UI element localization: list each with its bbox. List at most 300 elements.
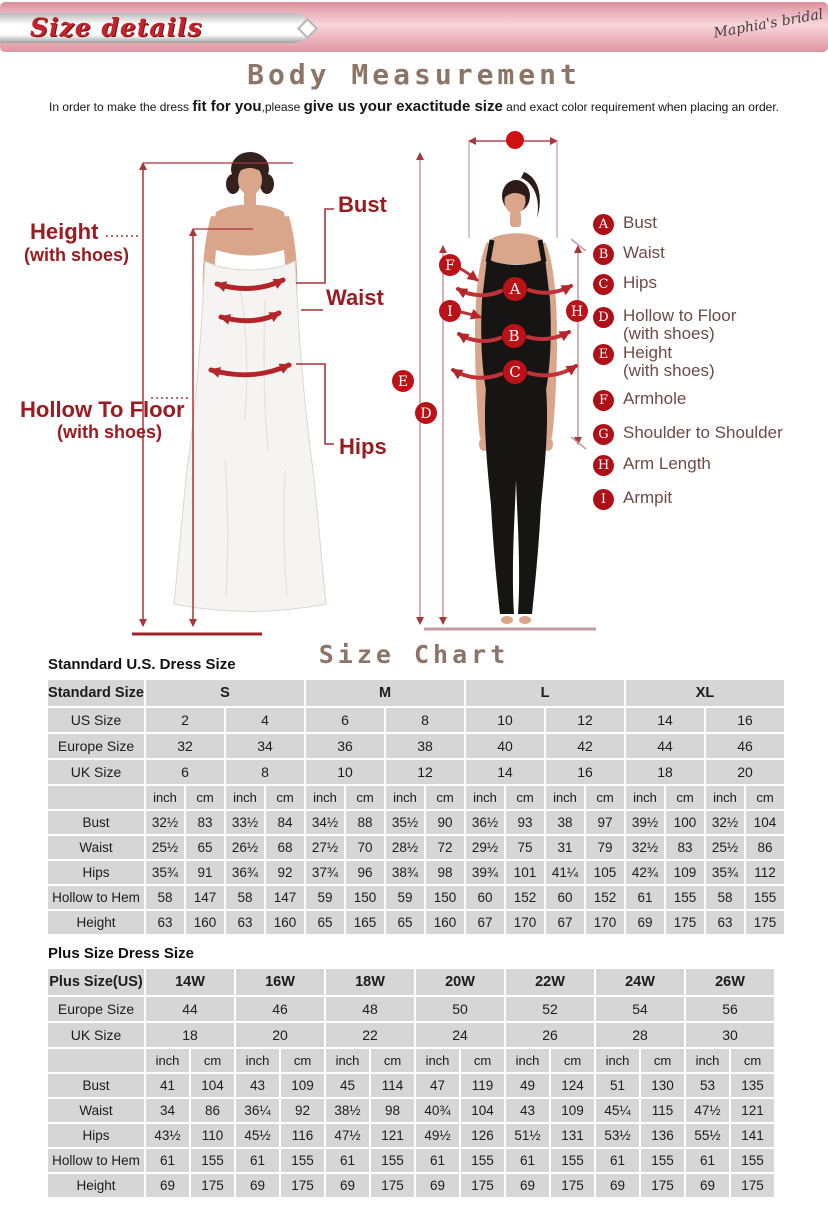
measure-value: 43 (236, 1074, 279, 1097)
size-value: 10 (466, 708, 544, 732)
measure-value: 152 (506, 886, 544, 909)
measure-row-label: Hollow to Hem (48, 1149, 144, 1172)
measure-row-label: Waist (48, 1099, 144, 1122)
size-value: 20 (706, 760, 784, 784)
measure-value: 37¾ (306, 861, 344, 884)
intro-part2: ,please (261, 100, 304, 114)
measure-value: 84 (266, 811, 304, 834)
svg-text:H: H (570, 304, 584, 320)
measure-row-label: Height (48, 911, 144, 934)
size-value: 30 (686, 1023, 774, 1047)
measure-value: 155 (281, 1149, 324, 1172)
measurement-figures-graphic (0, 120, 828, 645)
unit-label: cm (191, 1049, 234, 1072)
legend-item-bust (593, 214, 657, 235)
measure-value: 33½ (226, 811, 264, 834)
size-value: 8 (386, 708, 464, 732)
measure-value: 34 (146, 1099, 189, 1122)
legend-item-height (593, 344, 715, 380)
measure-value: 121 (371, 1124, 414, 1147)
hollow-sub-label: (with shoes) (57, 422, 163, 442)
legend-key-badge: E (593, 344, 614, 365)
legend-key-badge: C (593, 274, 614, 295)
measure-value: 126 (461, 1124, 504, 1147)
measure-value: 58 (226, 886, 264, 909)
measure-value: 41 (146, 1074, 189, 1097)
svg-text:E: E (397, 374, 409, 390)
unit-label: inch (146, 786, 184, 809)
measure-value: 160 (426, 911, 464, 934)
measure-value: 61 (236, 1149, 279, 1172)
measure-value: 155 (641, 1149, 684, 1172)
measure-value: 67 (466, 911, 504, 934)
svg-text:B: B (508, 327, 520, 345)
measure-value: 63 (706, 911, 744, 934)
size-value: 20 (236, 1023, 324, 1047)
size-value: 18 (146, 1023, 234, 1047)
measure-value: 25½ (146, 836, 184, 859)
measure-value: 155 (191, 1149, 234, 1172)
size-value: 46 (236, 997, 324, 1021)
measure-value: 41¼ (546, 861, 584, 884)
unit-label: cm (371, 1049, 414, 1072)
size-value: 52 (506, 997, 594, 1021)
measure-value: 141 (731, 1124, 774, 1147)
measure-value: 32½ (146, 811, 184, 834)
measure-value: 69 (326, 1174, 369, 1197)
measure-value: 38½ (326, 1099, 369, 1122)
size-group-header: M (306, 680, 464, 706)
measure-value: 61 (326, 1149, 369, 1172)
measure-value: 61 (686, 1149, 729, 1172)
size-group-header: S (146, 680, 304, 706)
unit-label: inch (506, 1049, 549, 1072)
size-value: 6 (306, 708, 384, 732)
size-row-label: US Size (48, 708, 144, 732)
svg-text:I: I (447, 304, 453, 320)
size-value: 34 (226, 734, 304, 758)
measure-value: 55½ (686, 1124, 729, 1147)
measure-value: 130 (641, 1074, 684, 1097)
unit-label: cm (266, 786, 304, 809)
measure-value: 121 (731, 1099, 774, 1122)
size-value: 16 (546, 760, 624, 784)
measure-value: 69 (626, 911, 664, 934)
measure-value: 83 (186, 811, 224, 834)
size-group-header: 24W (596, 969, 684, 995)
size-value: 16 (706, 708, 784, 732)
size-value: 36 (306, 734, 384, 758)
legend-label-main: Height (623, 343, 673, 362)
measure-value: 36¼ (236, 1099, 279, 1122)
size-row-label: Europe Size (48, 997, 144, 1021)
measure-value: 58 (146, 886, 184, 909)
table-plus (46, 967, 776, 1199)
size-group-header: 20W (416, 969, 504, 995)
unit-label: cm (666, 786, 704, 809)
intro-bold2: give us your exactitude size (303, 98, 503, 115)
legend-label (623, 307, 736, 343)
intro-part1: In order to make the dress (48, 100, 193, 114)
unit-label: inch (546, 786, 584, 809)
measure-value: 61 (626, 886, 664, 909)
measure-value: 67 (546, 911, 584, 934)
legend-label: Bust (623, 213, 658, 232)
size-value: 2 (146, 708, 224, 732)
measure-value: 101 (506, 861, 544, 884)
measure-value: 136 (641, 1124, 684, 1147)
measure-value: 68 (266, 836, 304, 859)
measure-value: 47½ (326, 1124, 369, 1147)
measure-value: 150 (346, 886, 384, 909)
size-value: 6 (146, 760, 224, 784)
waist-label: Waist (326, 285, 384, 310)
measure-value: 29½ (466, 836, 504, 859)
measure-value: 45½ (236, 1124, 279, 1147)
measure-value: 35¾ (706, 861, 744, 884)
measure-value: 26½ (226, 836, 264, 859)
measure-value: 27½ (306, 836, 344, 859)
measure-value: 45¼ (596, 1099, 639, 1122)
measure-value: 75 (506, 836, 544, 859)
unit-label: inch (236, 1049, 279, 1072)
measure-value: 104 (461, 1099, 504, 1122)
measure-value: 49 (506, 1074, 549, 1097)
measure-value: 83 (666, 836, 704, 859)
measure-value: 152 (586, 886, 624, 909)
measure-value: 92 (266, 861, 304, 884)
measure-value: 109 (551, 1099, 594, 1122)
legend-key-badge: I (593, 489, 614, 510)
measure-value: 147 (266, 886, 304, 909)
size-group-header: XL (626, 680, 784, 706)
measure-value: 61 (146, 1149, 189, 1172)
size-row-label: UK Size (48, 1023, 144, 1047)
brand-signature: Maphia's bridal (712, 6, 825, 42)
unit-label: inch (466, 786, 504, 809)
size-value: 42 (546, 734, 624, 758)
measure-value: 96 (346, 861, 384, 884)
unit-label: cm (586, 786, 624, 809)
measure-value: 100 (666, 811, 704, 834)
plus-size-section (46, 945, 790, 1199)
unit-label: inch (386, 786, 424, 809)
measure-value: 61 (596, 1149, 639, 1172)
size-value: 54 (596, 997, 684, 1021)
measure-value: 49½ (416, 1124, 459, 1147)
size-value: 18 (626, 760, 704, 784)
measure-value: 34½ (306, 811, 344, 834)
size-value: 38 (386, 734, 464, 758)
measure-value: 104 (746, 811, 784, 834)
measure-value: 91 (186, 861, 224, 884)
unit-label: inch (146, 1049, 189, 1072)
bust-label: Bust (338, 192, 387, 217)
measure-value: 109 (666, 861, 704, 884)
measure-row-label: Height (48, 1174, 144, 1197)
measure-value: 60 (546, 886, 584, 909)
measure-value: 38¾ (386, 861, 424, 884)
unit-label: inch (706, 786, 744, 809)
unit-label: cm (346, 786, 384, 809)
size-value: 12 (546, 708, 624, 732)
measure-value: 72 (426, 836, 464, 859)
legend-item-arm-length (593, 455, 711, 476)
measure-value: 112 (746, 861, 784, 884)
measure-value: 155 (551, 1149, 594, 1172)
legend-label-sub: (with shoes) (623, 361, 715, 380)
size-value: 48 (326, 997, 414, 1021)
size-value: 12 (386, 760, 464, 784)
measure-row-label: Bust (48, 811, 144, 834)
intro-bold1: fit for you (192, 98, 262, 115)
measure-value: 135 (731, 1074, 774, 1097)
measure-value: 65 (386, 911, 424, 934)
measure-value: 69 (686, 1174, 729, 1197)
size-value: 28 (596, 1023, 684, 1047)
measure-value: 36¾ (226, 861, 264, 884)
measure-value: 124 (551, 1074, 594, 1097)
measure-value: 51½ (506, 1124, 549, 1147)
measure-value: 155 (461, 1149, 504, 1172)
standard-size-table (46, 678, 790, 936)
right-figure (392, 131, 596, 629)
unit-label: cm (506, 786, 544, 809)
measure-value: 43½ (146, 1124, 189, 1147)
measure-value: 150 (426, 886, 464, 909)
size-value: 56 (686, 997, 774, 1021)
table-standard (46, 678, 786, 936)
measure-value: 90 (426, 811, 464, 834)
measure-value: 63 (146, 911, 184, 934)
legend-label: Armpit (623, 488, 673, 507)
measure-value: 47 (416, 1074, 459, 1097)
unit-row-spacer (48, 786, 144, 809)
measure-value: 36½ (466, 811, 504, 834)
measure-value: 42¾ (626, 861, 664, 884)
measure-value: 69 (236, 1174, 279, 1197)
unit-label: inch (226, 786, 264, 809)
measure-value: 40¾ (416, 1099, 459, 1122)
size-group-header: 16W (236, 969, 324, 995)
legend-label: Armhole (623, 389, 687, 408)
unit-label: inch (686, 1049, 729, 1072)
measure-value: 86 (191, 1099, 234, 1122)
unit-label: inch (416, 1049, 459, 1072)
unit-label: inch (326, 1049, 369, 1072)
measure-value: 58 (706, 886, 744, 909)
legend-label: Arm Length (623, 454, 711, 473)
measure-value: 69 (596, 1174, 639, 1197)
plus-size-table (46, 967, 790, 1199)
standard-table-caption: Stanndard U.S. Dress Size (48, 656, 236, 673)
size-value: 40 (466, 734, 544, 758)
size-value: 32 (146, 734, 224, 758)
measure-value: 105 (586, 861, 624, 884)
size-value: 50 (416, 997, 504, 1021)
legend-item-armpit (593, 489, 672, 510)
size-group-header: 14W (146, 969, 234, 995)
measure-row-label: Hips (48, 861, 144, 884)
size-value: 26 (506, 1023, 594, 1047)
legend-key-badge: H (593, 455, 614, 476)
measure-value: 28½ (386, 836, 424, 859)
hips-label: Hips (339, 434, 387, 459)
measure-value: 43 (506, 1099, 549, 1122)
measure-value: 53 (686, 1074, 729, 1097)
size-value: 14 (626, 708, 704, 732)
intro-text (0, 98, 828, 115)
plus-table-caption: Plus Size Dress Size (48, 945, 194, 962)
left-figure (174, 152, 326, 612)
legend-label-sub: (with shoes) (623, 324, 715, 343)
legend-item-shoulder (593, 424, 783, 445)
legend-item-armhole (593, 390, 686, 411)
size-value: 10 (306, 760, 384, 784)
size-group-header: 18W (326, 969, 414, 995)
size-value: 4 (226, 708, 304, 732)
size-group-header: L (466, 680, 624, 706)
measure-value: 119 (461, 1074, 504, 1097)
unit-label: cm (461, 1049, 504, 1072)
size-value: 22 (326, 1023, 414, 1047)
size-row-label: UK Size (48, 760, 144, 784)
size-group-header: 26W (686, 969, 774, 995)
size-group-header: 22W (506, 969, 594, 995)
size-chart-title: Size Chart (318, 640, 510, 669)
measure-value: 35¾ (146, 861, 184, 884)
measure-value: 63 (226, 911, 264, 934)
measure-value: 175 (371, 1174, 414, 1197)
unit-label: cm (731, 1049, 774, 1072)
measure-row-label: Bust (48, 1074, 144, 1097)
legend-key-badge: D (593, 307, 614, 328)
svg-text:F: F (445, 258, 455, 274)
measure-value: 47½ (686, 1099, 729, 1122)
measure-value: 98 (371, 1099, 414, 1122)
measure-value: 79 (586, 836, 624, 859)
svg-text:D: D (420, 406, 432, 422)
unit-label: inch (306, 786, 344, 809)
unit-label: cm (551, 1049, 594, 1072)
measure-value: 65 (306, 911, 344, 934)
intro-part3: and exact color requirement when placing an order. (502, 100, 779, 114)
measure-value: 155 (666, 886, 704, 909)
measure-value: 65 (186, 836, 224, 859)
measure-value: 116 (281, 1124, 324, 1147)
size-value: 8 (226, 760, 304, 784)
measure-value: 175 (746, 911, 784, 934)
size-value: 44 (146, 997, 234, 1021)
legend-key-badge: A (593, 214, 614, 235)
measure-value: 114 (371, 1074, 414, 1097)
measure-value: 25½ (706, 836, 744, 859)
measure-value: 175 (461, 1174, 504, 1197)
measure-value: 115 (641, 1099, 684, 1122)
measure-value: 32½ (626, 836, 664, 859)
size-value: 46 (706, 734, 784, 758)
measure-value: 35½ (386, 811, 424, 834)
legend-label: Waist (623, 243, 665, 262)
measure-value: 175 (666, 911, 704, 934)
measure-value: 45 (326, 1074, 369, 1097)
measure-value: 98 (426, 861, 464, 884)
page-title: Size details (30, 13, 203, 42)
body-measurement-title: Body Measurement (247, 58, 581, 91)
legend-label-main: Hollow to Floor (623, 306, 737, 325)
unit-row-spacer (48, 1049, 144, 1072)
standard-size-section (46, 656, 790, 936)
measure-row-label: Hollow to Hem (48, 886, 144, 909)
measure-row-label: Hips (48, 1124, 144, 1147)
unit-label: cm (641, 1049, 684, 1072)
size-value: 24 (416, 1023, 504, 1047)
unit-label: cm (426, 786, 464, 809)
measure-value: 69 (416, 1174, 459, 1197)
measure-value: 175 (281, 1174, 324, 1197)
legend-label: Shoulder to Shoulder (623, 423, 783, 442)
unit-label: cm (186, 786, 224, 809)
measure-value: 160 (266, 911, 304, 934)
svg-text:C: C (509, 363, 521, 381)
hollow-label: Hollow To Floor (20, 397, 185, 422)
measure-value: 59 (386, 886, 424, 909)
measure-value: 110 (191, 1124, 234, 1147)
unit-label: cm (281, 1049, 324, 1072)
measure-value: 59 (306, 886, 344, 909)
measure-value: 39½ (626, 811, 664, 834)
svg-text:A: A (509, 280, 521, 298)
legend-item-hips (593, 274, 657, 295)
measure-value: 39¾ (466, 861, 504, 884)
measure-value: 155 (371, 1149, 414, 1172)
measure-value: 88 (346, 811, 384, 834)
measure-value: 69 (506, 1174, 549, 1197)
measure-value: 53½ (596, 1124, 639, 1147)
measure-row-label: Waist (48, 836, 144, 859)
measure-value: 170 (506, 911, 544, 934)
measure-value: 69 (146, 1174, 189, 1197)
legend-key-badge: G (593, 424, 614, 445)
measure-value: 31 (546, 836, 584, 859)
measure-value: 93 (506, 811, 544, 834)
measure-value: 155 (731, 1149, 774, 1172)
legend-label: Hips (623, 273, 658, 292)
measure-value: 165 (346, 911, 384, 934)
measure-value: 97 (586, 811, 624, 834)
size-value: 44 (626, 734, 704, 758)
measure-value: 32½ (706, 811, 744, 834)
measure-value: 155 (746, 886, 784, 909)
measure-value: 60 (466, 886, 504, 909)
legend-key-badge: B (593, 244, 614, 265)
size-value: 14 (466, 760, 544, 784)
measure-value: 51 (596, 1074, 639, 1097)
header-banner (0, 2, 828, 52)
measure-value: 147 (186, 886, 224, 909)
height-label: Height (30, 219, 99, 244)
measure-value: 86 (746, 836, 784, 859)
unit-label: inch (626, 786, 664, 809)
measure-value: 175 (551, 1174, 594, 1197)
measure-value: 175 (641, 1174, 684, 1197)
legend-key-badge: F (593, 390, 614, 411)
unit-label: cm (746, 786, 784, 809)
measure-value: 61 (416, 1149, 459, 1172)
measure-value: 160 (186, 911, 224, 934)
measure-value: 131 (551, 1124, 594, 1147)
legend-label (623, 344, 715, 380)
